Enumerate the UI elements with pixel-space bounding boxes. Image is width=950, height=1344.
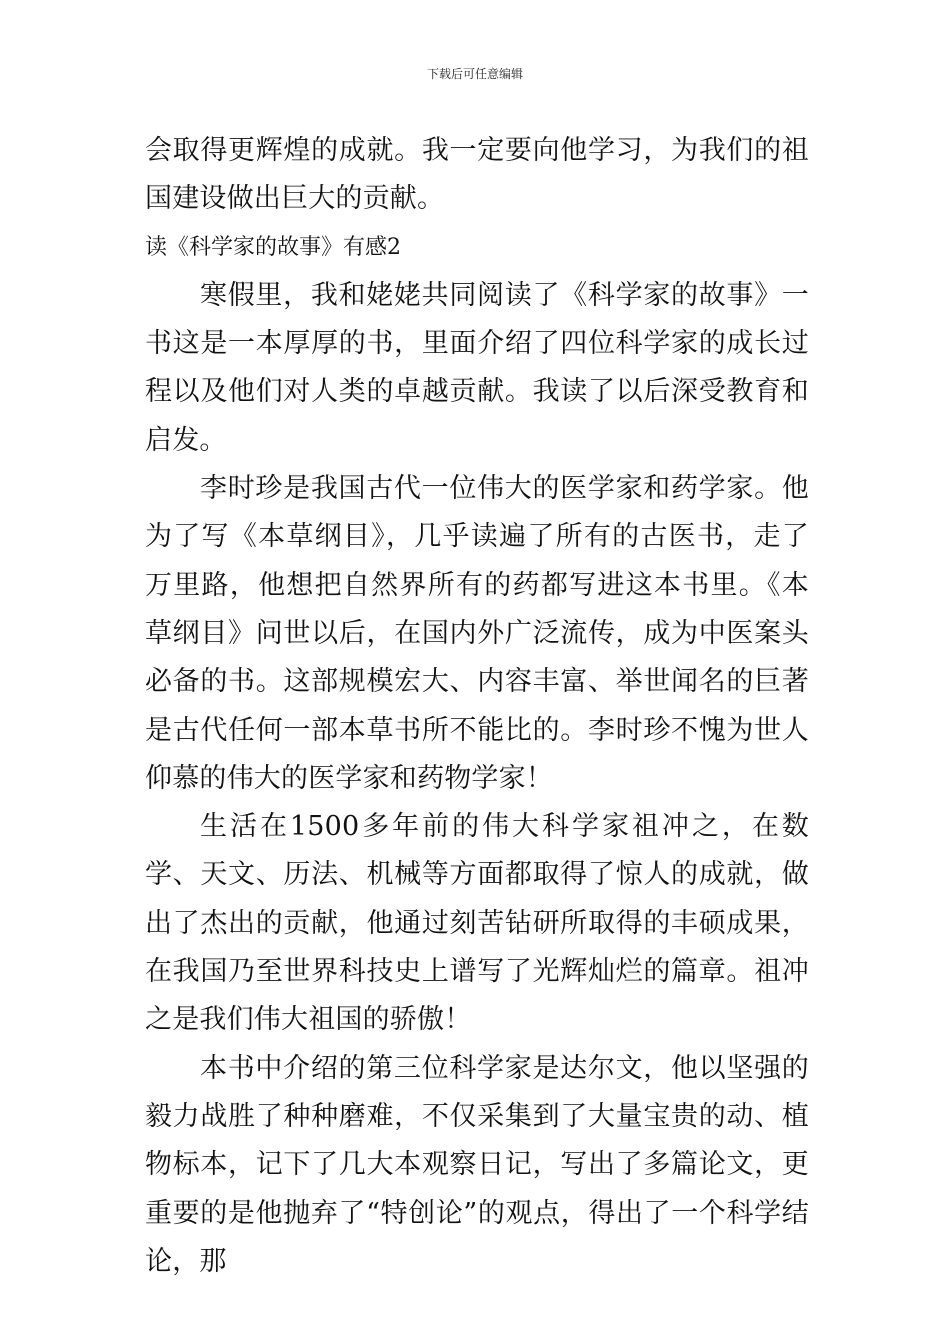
- paragraph-continuation: 会取得更辉煌的成就。我一定要向他学习，为我们的祖国建设做出巨大的贡献。: [145, 135, 809, 215]
- essay-title: 读《科学家的故事》有感2: [145, 234, 401, 260]
- paragraph-zu-chongzhi: 生活在1500多年前的伟大科学家祖冲之，在数学、天文、历法、机械等方面都取得了惊人的成就，做出了杰出的贡献，他通过刻苦钻研所取得的丰硕成果，在我国乃至世界科技史上谱写了光辉灿烂的篇章。祖冲之是我们伟大祖国的骄傲！: [145, 811, 809, 1036]
- page-header: 下载后可任意编辑: [426, 67, 523, 81]
- paragraph-darwin: 本书中介绍的第三位科学家是达尔文，他以坚强的毅力战胜了种种磨难，不仅采集到了大量宝贵的动、植物标本，记下了几大本观察日记，写出了多篇论文，更重要的是他抛弃了“特创论”的观点，得出了一个科学结论，那: [145, 1052, 809, 1277]
- paragraph-li-shizhen: 李时珍是我国古代一位伟大的医学家和药学家。他为了写《本草纲目》，几乎读遍了所有的古医书，走了万里路，他想把自然界所有的药都写进这本书里。《本草纲目》问世以后，在国内外广泛流传，成为中医案头必备的书。这部规模宏大、内容丰富、举世闻名的巨著是古代任何一部本草书所不能比的。李时珍不愧为世人仰慕的伟大的医学家和药物学家！: [145, 473, 809, 794]
- paragraph-intro: 寒假里，我和姥姥共同阅读了《科学家的故事》一书这是一本厚厚的书，里面介绍了四位科学家的成长过程以及他们对人类的卓越贡献。我读了以后深受教育和启发。: [145, 279, 809, 456]
- document-body: [145, 127, 809, 1286]
